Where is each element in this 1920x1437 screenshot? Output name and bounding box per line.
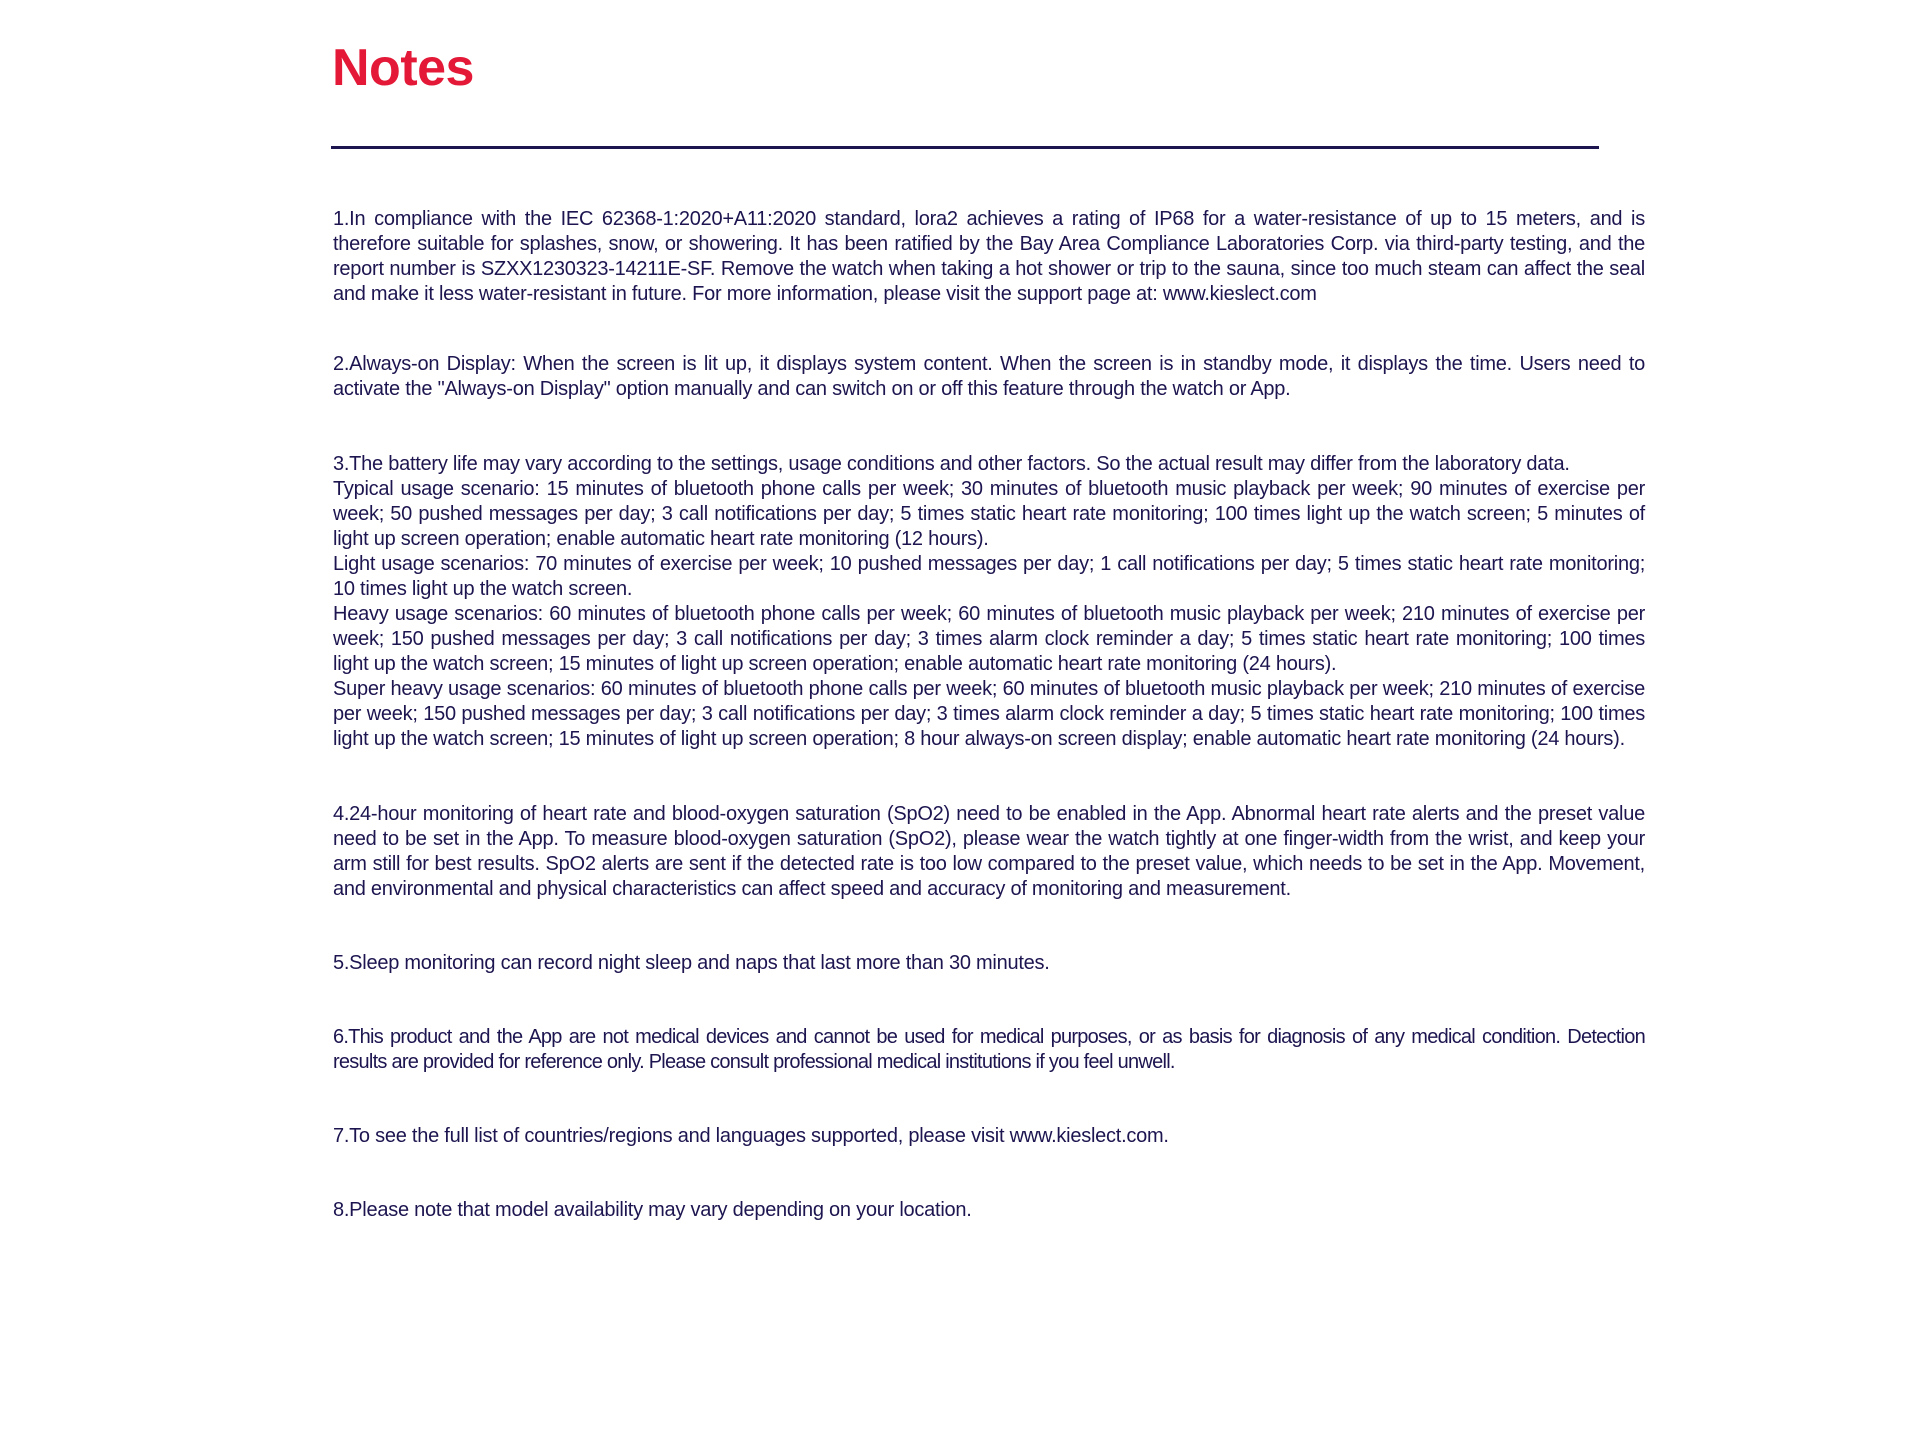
note-6-text: 6.This product and the App are not medical devices and cannot be used for medical purposes, or as basis for diagnosis of any medical condition. Detection results are provided for reference only. Please consult professional medical institutions if you feel unwell.	[333, 1026, 1645, 1073]
note-3-typical-usage: Typical usage scenario: 15 minutes of bluetooth phone calls per week; 30 minutes of bluetooth music playback per week; 90 minutes of exercise per week; 50 pushed messages per day; 3 call notifications per day; 5 times static heart rate monitoring; 100 times light up the watch screen; 5 minutes of light up screen operation; enable automatic heart rate monitoring (12 hours).	[333, 478, 1645, 550]
note-item-4	[333, 802, 1645, 902]
note-3-super-heavy-usage: Super heavy usage scenarios: 60 minutes of bluetooth phone calls per week; 60 minutes of bluetooth music playback per week; 210 minutes of exercise per week; 150 pushed messages per day; 3 call notifications per day; 3 times alarm clock reminder a day; 5 times static heart rate monitoring; 100 times light up the watch screen; 15 minutes of light up screen operation; 8 hour always-on screen display; enable automatic heart rate monitoring (24 hours).	[333, 678, 1645, 750]
note-3-battery-intro: 3.The battery life may vary according to the settings, usage conditions and other factors. So the actual result may differ from the laboratory data.	[333, 453, 1570, 475]
note-item-7	[333, 1124, 1645, 1149]
notes-list	[333, 207, 1645, 1223]
note-item-6	[333, 1025, 1645, 1075]
note-2-text: 2.Always-on Display: When the screen is lit up, it displays system content. When the screen is in standby mode, it displays the time. Users need to activate the "Always-on Display" option manually and can switch on or off this feature through the watch or App.	[333, 353, 1645, 400]
note-3-heavy-usage: Heavy usage scenarios: 60 minutes of bluetooth phone calls per week; 60 minutes of bluetooth music playback per week; 210 minutes of exercise per week; 150 pushed messages per day; 3 call notifications per day; 3 times alarm clock reminder a day; 5 times static heart rate monitoring; 100 times light up the watch screen; 15 minutes of light up screen operation; enable automatic heart rate monitoring (24 hours).	[333, 603, 1645, 675]
note-5-text: 5.Sleep monitoring can record night sleep and naps that last more than 30 minutes.	[333, 952, 1050, 974]
note-item-1	[333, 207, 1645, 307]
note-item-5	[333, 951, 1645, 976]
note-item-3	[333, 452, 1645, 752]
title-divider	[331, 146, 1599, 149]
note-item-8	[333, 1198, 1645, 1223]
note-4-text: 4.24-hour monitoring of heart rate and blood-oxygen saturation (SpO2) need to be enabled in the App. Abnormal heart rate alerts and the preset value need to be set in the App. To measure blood-oxygen saturation (SpO2), please wear the watch tightly at one finger-width from the wrist, and keep your arm still for best results. SpO2 alerts are sent if the detected rate is too low compared to the preset value, which needs to be set in the App. Movement, and environmental and physical characteristics can affect speed and accuracy of monitoring and measurement.	[333, 803, 1645, 900]
note-3-light-usage: Light usage scenarios: 70 minutes of exercise per week; 10 pushed messages per day; 1 call notifications per day; 5 times static heart rate monitoring; 10 times light up the watch screen.	[333, 553, 1645, 600]
page-title: Notes	[332, 39, 474, 97]
note-item-2	[333, 352, 1645, 402]
note-1-text: 1.In compliance with the IEC 62368-1:2020+A11:2020 standard, lora2 achieves a rating of IP68 for a water-resistance of up to 15 meters, and is therefore suitable for splashes, snow, or showering. It has been ratified by the Bay Area Compliance Laboratories Corp. via third-party testing, and the report number is SZXX1230323-14211E-SF. Remove the watch when taking a hot shower or trip to the sauna, since too much steam can affect the seal and make it less water-resistant in future. For more information, please visit the support page at: www.kieslect.com	[333, 208, 1645, 305]
note-8-text: 8.Please note that model availability may vary depending on your location.	[333, 1199, 972, 1221]
note-7-text: 7.To see the full list of countries/regions and languages supported, please visit www.kieslect.com.	[333, 1125, 1169, 1147]
